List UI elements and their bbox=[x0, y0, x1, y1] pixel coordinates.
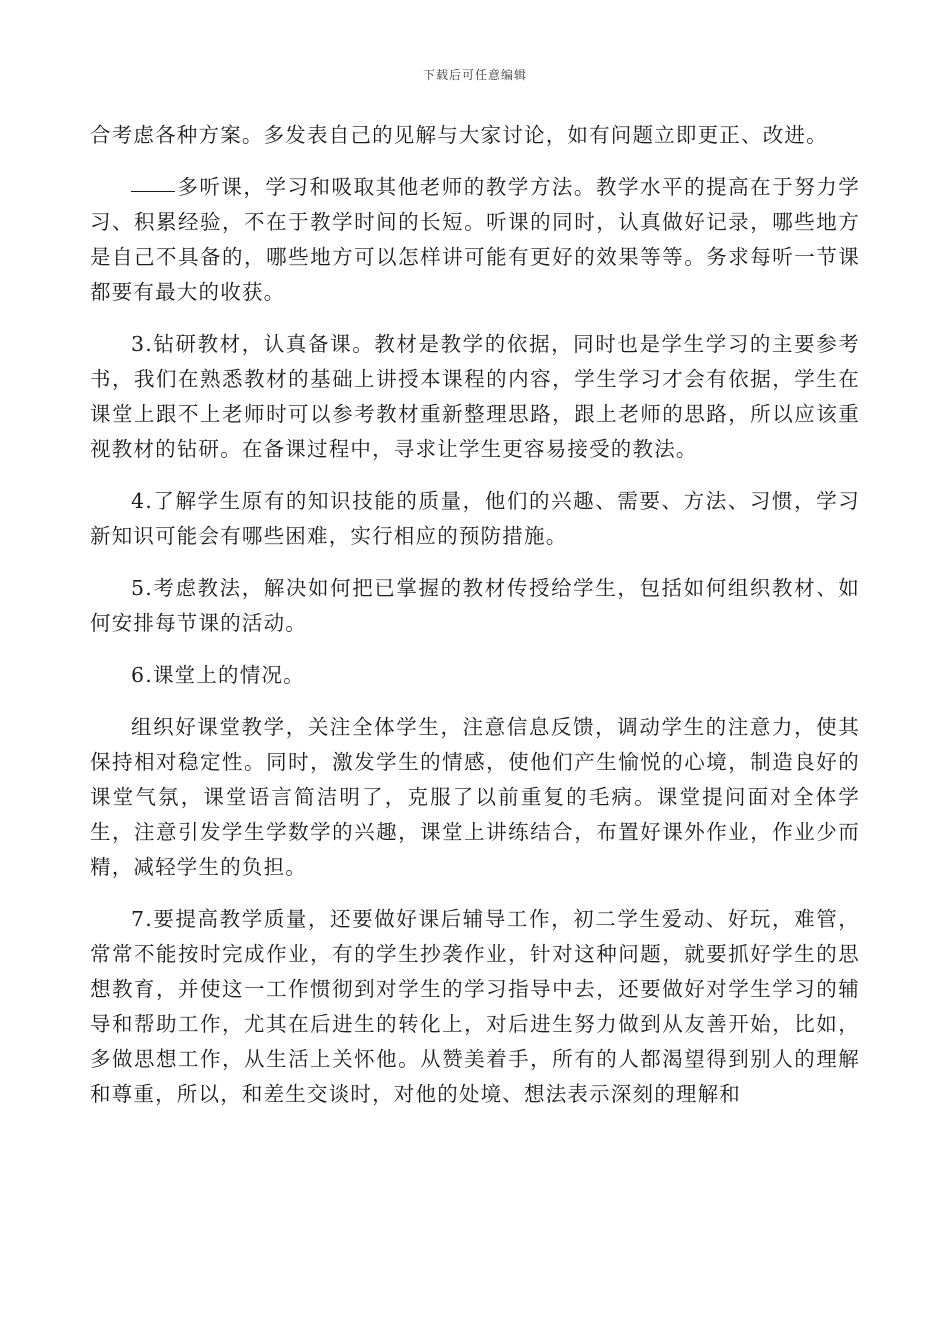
paragraph-6-text: 6.课堂上的情况。 bbox=[131, 663, 305, 687]
paragraph-1 bbox=[90, 118, 860, 153]
paragraph-5 bbox=[90, 571, 860, 641]
paragraph-8-text: 7.要提高教学质量，还要做好课后辅导工作，初二学生爱动、好玩，难管，常常不能按时完成作业，有的学生抄袭作业，针对这种问题，就要抓好学生的思想教育，并使这一工作惯彻到对学生的学习指导中去，还要做好对学生学习的辅导和帮助工作，尤其在后进生的转化上，对后进生努力做到从友善开始，比如，多做思想工作，从生活上关怀他。从赞美着手，所有的人都渴望得到别人的理解和尊重，所以，和差生交谈时，对他的处境、想法表示深刻的理解和 bbox=[90, 907, 860, 1106]
paragraph-7-text: 组织好课堂教学，关注全体学生，注意信息反馈，调动学生的注意力，使其保持相对稳定性。同时，激发学生的情感，使他们产生愉悦的心境，制造良好的课堂气氛，课堂语言简洁明了，克服了以前重复的毛病。课堂提问面对全体学生，注意引发学生学数学的兴趣，课堂上讲练结合，布置好课外作业，作业少而精，减轻学生的负担。 bbox=[90, 715, 860, 879]
paragraph-2-text: 多听课，学习和吸取其他老师的教学方法。教学水平的提高在于努力学习、积累经验，不在于教学时间的长短。听课的同时，认真做好记录，哪些地方是自己不具备的，哪些地方可以怎样讲可能有更好的效果等等。务求每听一节课都要有最大的收获。 bbox=[90, 175, 860, 304]
paragraph-8 bbox=[90, 902, 860, 1112]
fill-in-blank bbox=[131, 190, 175, 192]
paragraph-7 bbox=[90, 710, 860, 885]
paragraph-4 bbox=[90, 484, 860, 554]
paragraph-2 bbox=[90, 170, 860, 310]
paragraph-5-text: 5.考虑教法，解决如何把已掌握的教材传授给学生，包括如何组织教材、如何安排每节课的活动。 bbox=[90, 576, 860, 635]
paragraph-4-text: 4.了解学生原有的知识技能的质量，他们的兴趣、需要、方法、习惯，学习新知识可能会有哪些困难，实行相应的预防措施。 bbox=[90, 489, 860, 548]
paragraph-3-text: 3.钻研教材，认真备课。教材是教学的依据，同时也是学生学习的主要参考书，我们在熟悉教材的基础上讲授本课程的内容，学生学习才会有依据，学生在课堂上跟不上老师时可以参考教材重新整理思路，跟上老师的思路，所以应该重视教材的钻研。在备课过程中，寻求让学生更容易接受的教法。 bbox=[90, 332, 860, 461]
paragraph-1-text: 合考虑各种方案。多发表自己的见解与大家讨论，如有问题立即更正、改进。 bbox=[90, 123, 828, 147]
document-body bbox=[90, 118, 860, 1129]
page-header: 下载后可任意编辑 bbox=[422, 68, 527, 82]
paragraph-6 bbox=[90, 658, 860, 693]
paragraph-3 bbox=[90, 327, 860, 467]
